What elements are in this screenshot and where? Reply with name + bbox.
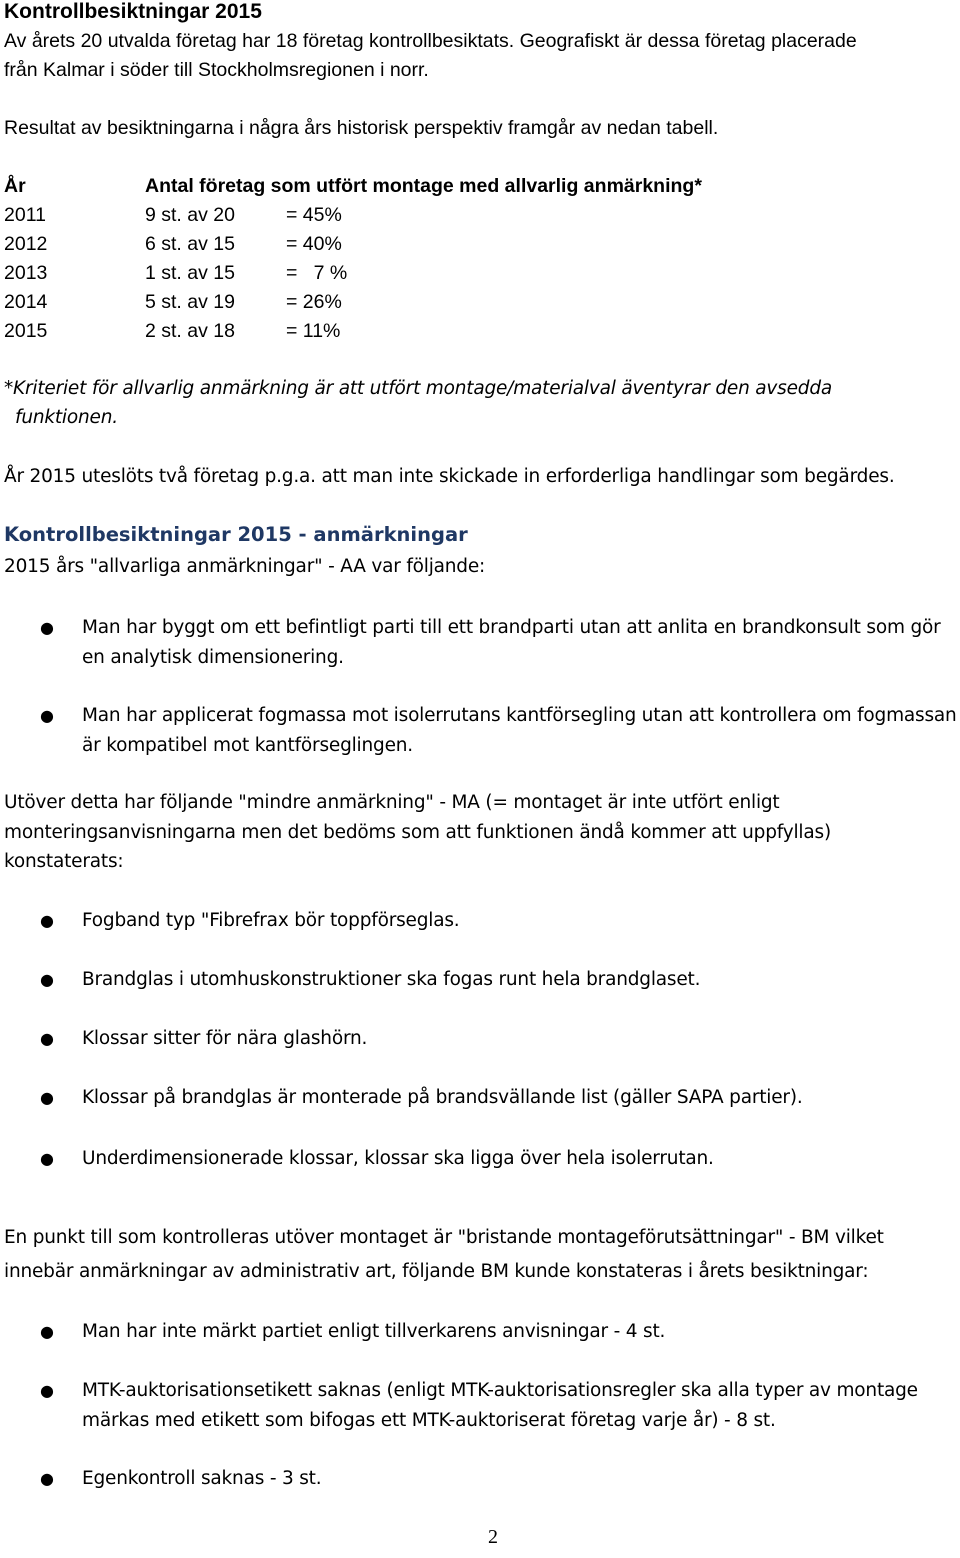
aa-intro: 2015 års "allvarliga anmärkningar" - AA var följande: [4,556,486,577]
list-item-text: Klossar sitter för nära glashörn. [82,1028,368,1049]
list-item-text: Klossar på brandglas är monterade på brandsvällande list (gäller SAPA partier). [82,1087,803,1108]
bullet-icon: ● [40,706,54,725]
table-header-year: År [4,175,26,197]
table-cell-count: 2 st. av 18 [145,320,235,342]
bullet-icon: ● [40,1381,54,1400]
footnote-line-1: *Kriteriet för allvarlig anmärkning är att utfört montage/materialval äventyrar den avsedda [4,378,833,399]
bullet-icon: ● [40,1322,54,1341]
table-cell-percent: = 26% [286,291,342,313]
list-item-text: Man har byggt om ett befintligt parti till ett brandparti utan att anlita en brandkonsult som gör en analytisk dimensionering. [82,617,941,668]
list-item [40,1083,960,1113]
page-number: 2 [488,1526,498,1548]
bm-intro-line-1: En punkt till som kontrolleras utöver montaget är "bristande montageförutsättningar" - BM vilket [4,1227,884,1248]
table-cell-year: 2014 [4,291,48,313]
section-title-kontrollbesiktningar: Kontrollbesiktningar 2015 [4,0,262,23]
table-cell-count: 9 st. av 20 [145,204,235,226]
bullet-icon: ● [40,1088,54,1107]
list-item [40,965,960,995]
list-item [40,906,960,936]
table-cell-year: 2012 [4,233,48,255]
section-title-anmarkningar: Kontrollbesiktningar 2015 - anmärkningar [4,523,468,546]
ma-intro: Utöver detta har följande "mindre anmärkning" - MA (= montaget är inte utfört enligt monteringsanvisningarna men det bedöms som att funktionen ändå kommer att uppfyllas) konstaterats: [4,792,831,872]
table-cell-count: 6 st. av 15 [145,233,235,255]
table-cell-percent: = 40% [286,233,342,255]
bullet-icon: ● [40,911,54,930]
footnote-line-2: funktionen. [15,407,118,428]
table-cell-count: 5 st. av 19 [145,291,235,313]
table-cell-year: 2013 [4,262,48,284]
bullet-icon: ● [40,1029,54,1048]
list-item-text: Fogband typ "Fibrefrax bör toppförseglas. [82,910,460,931]
list-item-text: MTK-auktorisationsetikett saknas (enligt MTK-auktorisationsregler ska alla typer av montage märkas med etikett som bifogas ett MTK-auktoriserat företag varje år) - 8 st. [82,1380,918,1431]
list-item-text: Brandglas i utomhuskonstruktioner ska fogas runt hela brandglaset. [82,969,701,990]
bullet-icon: ● [40,970,54,989]
bullet-icon: ● [40,618,54,637]
table-cell-percent: = 45% [286,204,342,226]
bullet-icon: ● [40,1469,54,1488]
list-item-text: Underdimensionerade klossar, klossar ska ligga över hela isolerrutan. [82,1148,714,1169]
list-item [40,1317,960,1347]
table-cell-year: 2011 [4,204,46,226]
list-item-text: Man har applicerat fogmassa mot isolerrutans kantförsegling utan att kontrollera om fogmassan är kompatibel mot kantförseglingen. [82,705,957,756]
table-cell-year: 2015 [4,320,48,342]
intro-line-1: Av årets 20 utvalda företag har 18 företag kontrollbesiktats. Geografiskt är dessa företag placerade [4,30,857,52]
list-item [40,1464,960,1494]
list-item [40,613,960,673]
list-item-text: Man har inte märkt partiet enligt tillverkarens anvisningar - 4 st. [82,1321,666,1342]
bullet-icon: ● [40,1149,54,1168]
list-item [40,701,960,761]
results-intro: Resultat av besiktningarna i några års historisk perspektiv framgår av nedan tabell. [4,117,719,139]
table-cell-percent: = 7 % [286,262,348,284]
bm-intro-line-2: innebär anmärkningar av administrativ art, följande BM kunde konstateras i årets besiktningar: [4,1261,869,1282]
intro-line-2: från Kalmar i söder till Stockholmsregionen i norr. [4,59,429,81]
table-header-count: Antal företag som utfört montage med allvarlig anmärkning* [145,175,702,197]
table-cell-percent: = 11% [286,320,341,342]
list-item [40,1144,960,1174]
list-item [40,1376,960,1436]
list-item [40,1024,960,1054]
list-item-text: Egenkontroll saknas - 3 st. [82,1468,322,1489]
table-cell-count: 1 st. av 15 [145,262,235,284]
excluded-note: År 2015 uteslöts två företag p.g.a. att man inte skickade in erforderliga handlingar som begärdes. [4,466,895,487]
